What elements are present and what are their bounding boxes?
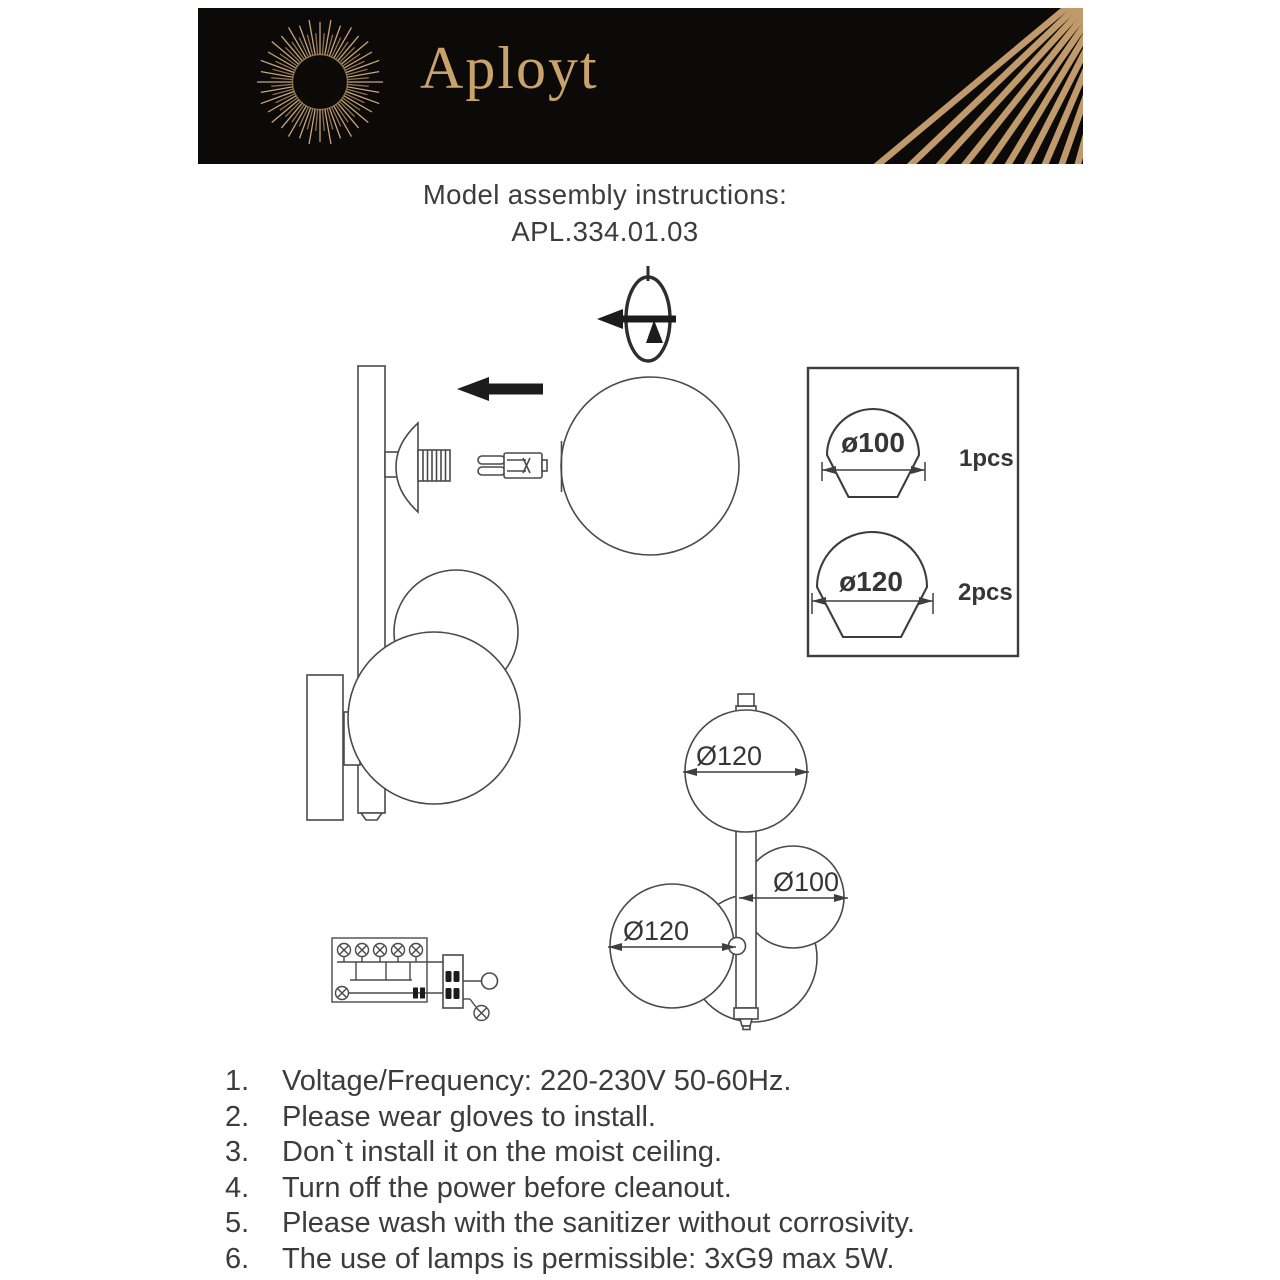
shade-right-outline [742,846,844,948]
lamp-symbol-icon [336,987,349,1000]
junction-circle [482,973,498,989]
rotation-arrow-icon [597,266,676,361]
parts-box [808,368,1018,656]
terminal-contact [446,971,452,982]
glass-globe-outline [561,377,739,555]
item-number: 2. [225,1100,250,1133]
item-text: The use of lamps is permissible: 3xG9 max 5W. [282,1242,895,1275]
qty-label: 2pcs [958,579,1013,606]
wire-connector [413,988,418,999]
exploded-view-drawing [307,366,739,820]
instruction-list [225,1064,915,1277]
qty-label: 1pcs [959,445,1014,472]
front-view-drawing [608,694,848,1030]
lamp-symbol-icon [374,944,387,963]
rod-bottom-tip [743,1026,750,1030]
socket-cup [396,423,418,512]
left-arrowhead-icon [597,309,623,329]
lamp-symbol-icon [392,944,405,963]
item-number: 6. [225,1242,250,1275]
diameter-label: ø120 [839,566,903,597]
wiring-diagram [332,938,498,1021]
item-text: Voltage/Frequency: 220-230V 50-60Hz. [282,1065,792,1097]
list-item [225,1242,915,1278]
list-item [225,1064,915,1100]
wall-plate [307,675,343,820]
terminal-contact [446,988,452,999]
insert-direction-arrow-icon [457,377,543,401]
page-title: Model assembly instructions: [422,179,788,210]
shade-left-outline [610,884,734,1008]
rod-bottom-cap [734,1008,758,1019]
item-text: Please wear gloves to install. [282,1100,656,1133]
item-number: 5. [225,1207,250,1239]
rod-bottom-nub [740,1019,752,1026]
list-item [225,1135,915,1171]
lamp-symbol-icon [338,944,351,963]
diameter-label: Ø120 [622,916,690,946]
lamp-symbol-icon [474,1006,489,1021]
g9-bulb-drawing [478,453,547,478]
terminal-contact [454,971,460,982]
item-text: Don`t install it on the moist ceiling. [282,1136,723,1168]
list-item [225,1206,915,1242]
model-number: APL.334.01.03 [511,216,699,247]
diameter-label: Ø100 [772,867,840,897]
rod-top-cap [738,694,754,706]
diameter-label: Ø120 [695,741,763,771]
brand-logo-text: Aployt [420,35,599,101]
shade-front-outline [348,632,520,804]
lamp-symbol-icon [356,944,369,963]
item-number: 1. [225,1065,250,1097]
item-number: 3. [225,1136,250,1168]
item-text: Turn off the power before cleanout. [282,1171,732,1204]
arm-end-cap [361,813,382,820]
terminal-contact [454,988,460,999]
shade-top-outline [685,710,807,832]
item-text: Please wash with the sanitizer without corrosivity. [282,1207,915,1239]
list-item [225,1100,915,1136]
list-item [225,1171,915,1207]
lamp-symbols [336,944,490,1021]
wire-connector [420,988,425,999]
diameter-label: ø100 [841,427,905,458]
up-arrowhead-icon [646,320,663,343]
item-number: 4. [225,1171,250,1204]
lamp-symbol-icon [410,944,423,963]
